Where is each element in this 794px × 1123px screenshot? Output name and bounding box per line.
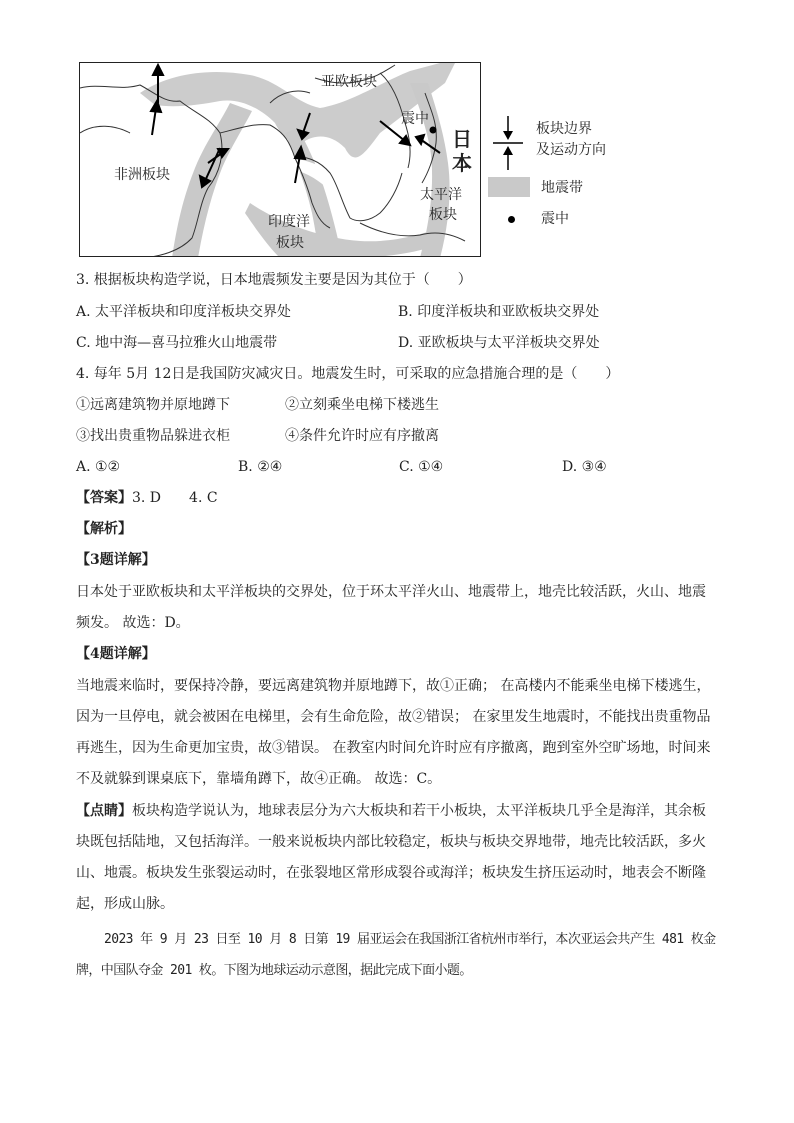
legend-epicenter-dot xyxy=(508,216,515,223)
question-4-option-d: D. ③④ xyxy=(562,459,607,475)
legend-seismic-belt-label: 地震带 xyxy=(541,180,583,196)
q4-detail-text: 当地震来临时，要保持冷静，要远离建筑物并原地蹲下，故①正确； 在高楼内不能乘坐电梯下楼逃生，因为一旦停电，就会被困在电梯里，会有生命危险，故②错误； 在家里发生地震时，不能找出贵重物品再逃生，因为生命更加宝贵，故③错误。 在教室内时间允许时应有序撤离，跑到室外空旷场地，时间来不及就躲到课桌底下，靠墙角蹲下，故④正确。 故选：C。 xyxy=(76,678,711,787)
legend-boundary-text-2: 及运动方向 xyxy=(536,142,606,158)
question-4-option-b: B. ②④ xyxy=(238,459,283,475)
comment-block xyxy=(76,796,716,920)
question-3-stem: 3. 根据板块构造学说，日本地震频发主要是因为其位于（ ） xyxy=(76,272,472,288)
label-pacific-plate-2: 板块 xyxy=(429,207,457,223)
label-epicenter-map: 震中 xyxy=(401,111,429,127)
analysis-label: 【解析】 xyxy=(76,521,132,537)
question-3-option-d: D. 亚欧板块与太平洋板块交界处 xyxy=(398,335,600,351)
label-japan-1: 日 xyxy=(452,127,472,151)
legend-seismic-belt-swatch xyxy=(488,177,530,197)
label-african-plate: 非洲板块 xyxy=(114,167,170,183)
question-3-option-a: A. 太平洋板块和印度洋板块交界处 xyxy=(76,304,292,320)
question-4-option-c: C. ①④ xyxy=(399,459,444,475)
answer-label: 【答案】 xyxy=(76,490,132,506)
comment-text: 板块构造学说认为，地球表层分为六大板块和若干小板块，太平洋板块几乎全是海洋，其余板块既包括陆地，又包括海洋。一般来说板块内部比较稳定，板块与板块交界地带，地壳比较活跃，多火山、地震。板块发生张裂运动时，在张裂地区常形成裂谷或海洋；板块发生挤压运动时，地表会不断隆起，形成山脉。 xyxy=(76,803,706,912)
label-pacific-plate-1: 太平洋 xyxy=(420,187,462,203)
label-indian-plate-2: 板块 xyxy=(276,235,304,251)
legend-boundary-icon xyxy=(493,116,523,170)
q4-detail-title: 【4题详解】 xyxy=(76,646,156,662)
legend-epicenter-label: 震中 xyxy=(541,211,569,227)
answer-text: 3. D 4. C xyxy=(132,490,218,506)
label-eurasia-plate: 亚欧板块 xyxy=(321,74,377,90)
next-question-intro: 2023 年 9 月 23 日至 10 月 8 日第 19 届亚运会在我国浙江省杭州市举行，本次亚运会共产生 481 枚金牌，中国队夺金 201 枚。下图为地球运动示意图，据此完成下面小题。 xyxy=(76,932,716,978)
answer-line xyxy=(76,488,218,508)
epicenter-dot-map xyxy=(430,127,437,134)
q3-detail-title: 【3题详解】 xyxy=(76,552,156,568)
question-4-item-1: ①远离建筑物并原地蹲下 xyxy=(76,397,230,413)
q3-detail-text: 日本处于亚欧板块和太平洋板块的交界处，位于环太平洋火山、地震带上，地壳比较活跃，火山、地震频发。 故选：D。 xyxy=(76,584,706,631)
question-3-option-c: C. 地中海—喜马拉雅火山地震带 xyxy=(76,335,278,351)
legend-boundary-text-1: 板块边界 xyxy=(536,121,592,137)
question-4-item-4: ④条件允许时应有序撤离 xyxy=(285,428,439,444)
question-4-option-a: A. ①② xyxy=(76,459,121,475)
plate-map-figure xyxy=(79,62,481,257)
question-4-item-3: ③找出贵重物品躲进衣柜 xyxy=(76,428,230,444)
question-3-option-b: B. 印度洋板块和亚欧板块交界处 xyxy=(398,304,600,320)
question-4-stem: 4. 每年 5月 12日是我国防灾减灾日。地震发生时，可采取的应急措施合理的是（ ） xyxy=(76,366,620,382)
question-4-item-2: ②立刻乘坐电梯下楼逃生 xyxy=(285,397,439,413)
label-indian-plate-1: 印度洋 xyxy=(268,214,310,230)
comment-label: 【点睛】 xyxy=(76,803,132,819)
label-japan-2: 本 xyxy=(452,151,472,175)
